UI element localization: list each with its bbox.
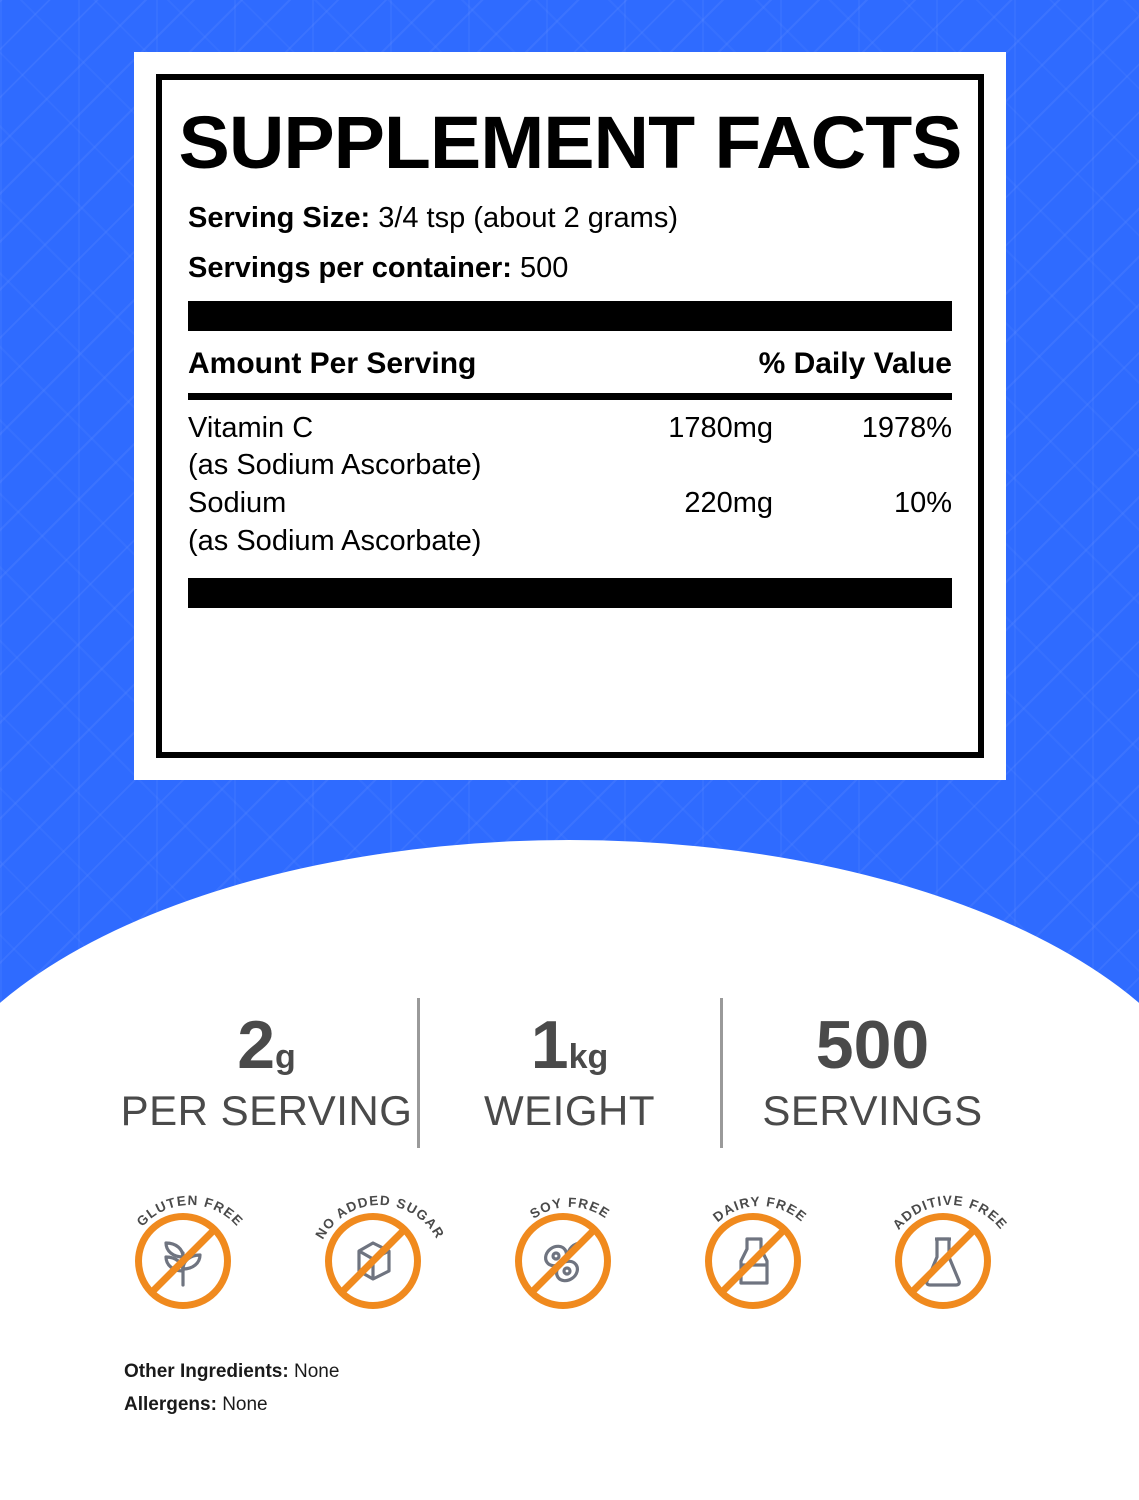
badge-additive-free bbox=[875, 1175, 1025, 1325]
nutrient-list bbox=[188, 400, 952, 561]
stat-unit: kg bbox=[568, 1037, 609, 1076]
prohibition-slash bbox=[705, 1213, 801, 1309]
nutrient-source: (as Sodium Ascorbate) bbox=[188, 449, 482, 482]
stat-servings bbox=[723, 1006, 1023, 1135]
stat-per-serving bbox=[117, 1006, 417, 1135]
column-header-amount: Amount Per Serving bbox=[188, 346, 477, 380]
divider-rule bbox=[188, 393, 952, 400]
stat-number: 2 bbox=[237, 1006, 276, 1083]
badge-gluten-free bbox=[115, 1175, 265, 1325]
stat-value bbox=[117, 1006, 417, 1083]
stat-number: 1 bbox=[530, 1006, 569, 1083]
servings-per-container-line bbox=[188, 250, 952, 286]
badge-label: GLUTEN FREE bbox=[133, 1192, 246, 1230]
allergens-label: Allergens: bbox=[124, 1394, 217, 1416]
prohibition-slash bbox=[135, 1213, 231, 1309]
divider-bar-top bbox=[188, 301, 952, 331]
table-row bbox=[188, 485, 952, 523]
nutrient-name: Sodium bbox=[188, 486, 287, 519]
stat-value bbox=[723, 1006, 1023, 1083]
badge-label: DAIRY FREE bbox=[709, 1193, 810, 1225]
supplement-facts-border bbox=[156, 74, 984, 758]
stat-label: SERVINGS bbox=[762, 1086, 983, 1134]
badge-label: ADDITIVE FREE bbox=[889, 1192, 1010, 1233]
serving-size-label: Serving Size: bbox=[188, 202, 371, 234]
other-ingredients-line bbox=[124, 1355, 339, 1388]
stat-weight bbox=[420, 1006, 720, 1135]
stat-label: PER SERVING bbox=[120, 1086, 413, 1134]
prohibition-slash bbox=[325, 1213, 421, 1309]
page-title: SUPPLEMENT FACTS bbox=[178, 101, 962, 184]
supplement-facts-card bbox=[134, 52, 1006, 780]
servings-per-container-label: Servings per container: bbox=[188, 252, 512, 285]
stat-label: WEIGHT bbox=[484, 1086, 655, 1134]
other-ingredients-value: None bbox=[293, 1361, 340, 1382]
allergens-value: None bbox=[222, 1394, 268, 1416]
column-header-daily-value: % Daily Value bbox=[758, 346, 952, 380]
stats-row bbox=[0, 985, 1139, 1160]
nutrient-daily-value: 10% bbox=[893, 486, 952, 519]
badge-soy-free bbox=[495, 1175, 645, 1325]
table-row bbox=[188, 410, 952, 448]
badge-label: SOY FREE bbox=[526, 1194, 613, 1222]
allergens-line bbox=[124, 1388, 339, 1421]
nutrient-name: Vitamin C bbox=[188, 411, 314, 444]
badge-dairy-free bbox=[685, 1175, 835, 1325]
serving-size-value: 3/4 tsp (about 2 grams) bbox=[378, 202, 679, 234]
prohibition-slash bbox=[895, 1213, 991, 1309]
footer-notes bbox=[124, 1355, 339, 1422]
badge-label: NO ADDED SUGAR bbox=[311, 1192, 448, 1242]
nutrient-amount: 220mg bbox=[684, 486, 773, 519]
servings-per-container-value: 500 bbox=[520, 252, 569, 285]
stat-number: 500 bbox=[815, 1006, 930, 1083]
divider-bar-bottom bbox=[188, 578, 952, 608]
badge-row bbox=[0, 1175, 1139, 1325]
stat-unit: g bbox=[275, 1037, 296, 1076]
other-ingredients-label: Other Ingredients: bbox=[124, 1361, 289, 1382]
table-header-row bbox=[188, 331, 952, 393]
nutrient-daily-value: 1978% bbox=[861, 411, 952, 444]
serving-size-line bbox=[188, 200, 952, 236]
badge-no-added-sugar bbox=[305, 1175, 455, 1325]
prohibition-slash bbox=[515, 1213, 611, 1309]
stat-value bbox=[420, 1006, 720, 1083]
nutrient-source: (as Sodium Ascorbate) bbox=[188, 524, 482, 557]
nutrient-amount: 1780mg bbox=[668, 411, 773, 444]
